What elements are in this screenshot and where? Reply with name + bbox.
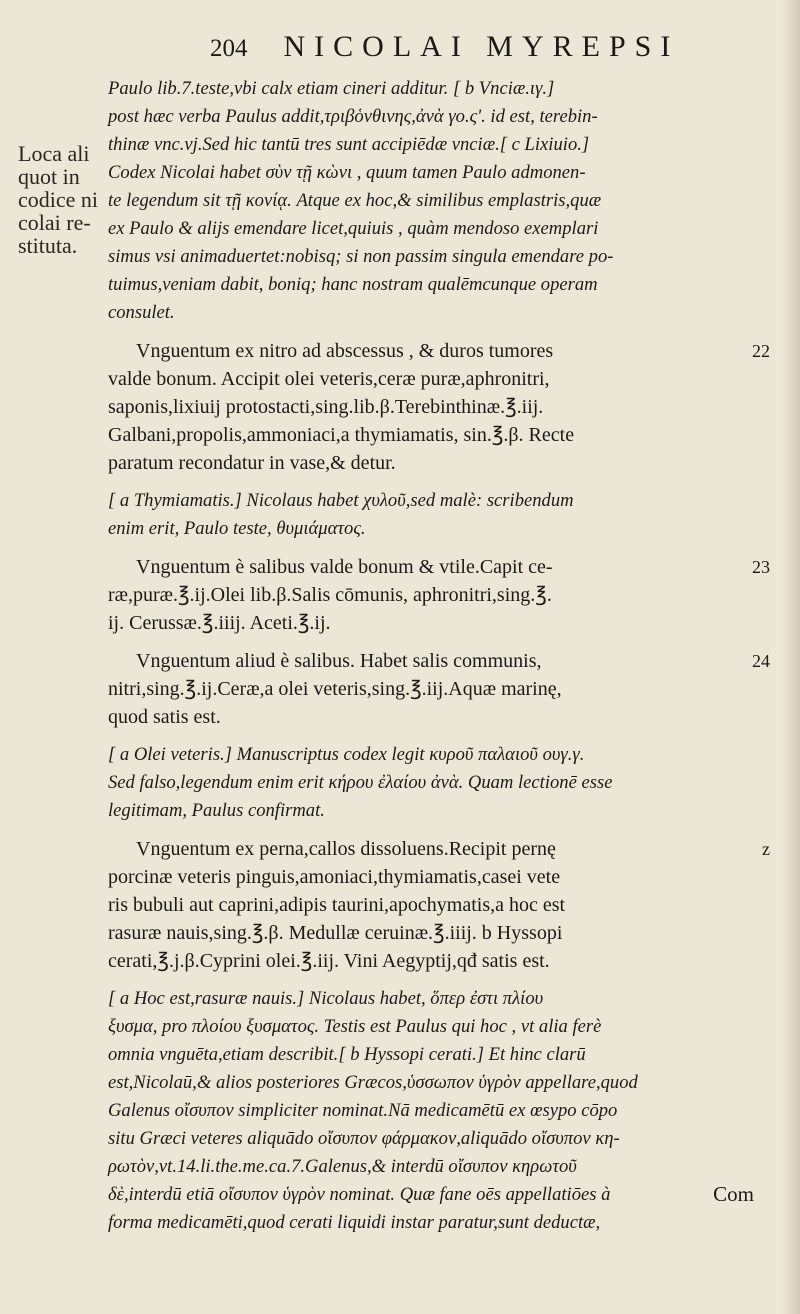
text-line-content: enim erit, Paulo teste, θυμιάματος. — [108, 518, 366, 539]
text-line-content: ρωτὸν,vt.14.li.the.me.ca.7.Galenus,& interdū οἴσυπον κηρωτοῦ — [108, 1156, 577, 1177]
margin-note-line: codice ni — [18, 187, 99, 212]
running-head: NICOLAI MYREPSI — [283, 30, 680, 63]
text-line — [108, 1041, 768, 1069]
text-line — [108, 741, 768, 769]
text-line-content: [ a Thymiamatis.] Nicolaus habet χυλοῦ,sed malè: scribendum — [108, 490, 574, 511]
text-line — [108, 1153, 768, 1181]
text-line-content: saponis,lixiuij protostacti,sing.lib.β.Terebinthinæ.℥.iij. — [108, 396, 544, 418]
text-line — [108, 1013, 768, 1041]
text-line — [108, 675, 768, 703]
recipe-paragraph — [108, 647, 768, 731]
text-line-content: legitimam, Paulus confirmat. — [108, 800, 325, 821]
text-line — [108, 271, 768, 299]
margin-note-line: quot in — [18, 164, 80, 189]
text-line-content: [ a Hoc est,rasuræ nauis.] Nicolaus habet, ὅπερ ἐστι πλίου — [108, 988, 544, 1009]
commentary-note — [108, 985, 768, 1237]
text-line — [108, 1181, 768, 1209]
commentary-note — [108, 741, 768, 825]
text-line-content: est,Nicolaū,& alios posteriores Græcos,ὑσσωπον ὑγρὸν appellare,quod — [108, 1072, 638, 1093]
text-line — [108, 421, 768, 449]
recipe-paragraph — [108, 337, 768, 477]
recipe-paragraph — [108, 553, 768, 637]
text-line — [108, 393, 768, 421]
text-line-content: δὲ,interdū etiā οἴσυπον ὑγρὸν nominat. Quæ fane oēs appellatiōes à — [108, 1184, 611, 1205]
text-line-content: ræ,puræ.℥.ij.Olei lib.β.Salis cōmunis, aphronitri,sing.℥. — [108, 584, 552, 606]
text-line — [108, 1097, 768, 1125]
text-line-content: ris bubuli aut caprini,adipis taurini,apochymatis,a hoc est — [108, 894, 566, 916]
text-line-content: ξυσμα, pro πλοίου ξυσματος. Testis est Paulus qui hoc , vt alia ferè — [108, 1016, 602, 1037]
text-line-content: quod satis est. — [108, 706, 221, 728]
text-line-content: Vnguentum è salibus valde bonum & vtile.Capit ce- — [136, 556, 553, 578]
commentary-note — [108, 487, 768, 543]
recipe-number: z — [762, 839, 770, 859]
text-line-content: Vnguentum ex nitro ad abscessus , & duros tumores — [136, 340, 554, 362]
page-header — [210, 30, 770, 70]
text-line — [108, 1069, 768, 1097]
text-line-content: nitri,sing.℥.ij.Ceræ,a olei veteris,sing.℥.iij.Aquæ marinę, — [108, 678, 562, 700]
page-crease-shadow — [782, 0, 800, 1314]
text-line — [108, 243, 768, 271]
text-line-content: valde bonum. Accipit olei veteris,ceræ puræ,aphronitri, — [108, 368, 550, 390]
text-line — [108, 515, 768, 543]
text-line — [108, 159, 768, 187]
text-line-content: simus vsi animaduertet:nobisq; si non passim singula emendare po- — [108, 246, 614, 267]
text-line-content: situ Græci veteres aliquādo οἴσυπον φάρμακον,aliquādo οἴσυπον κη- — [108, 1128, 620, 1149]
text-line-content: ex Paulo & alijs emendare licet,quiuis , quàm mendoso exemplari — [108, 218, 599, 239]
text-line — [108, 1209, 768, 1237]
text-line — [108, 75, 768, 103]
text-line — [108, 581, 768, 609]
text-line-content: Galenus οἴσυπον simpliciter nominat.Nā medicamētū ex œsypo cōpo — [108, 1100, 618, 1121]
text-line-content: paratum recondatur in vase,& detur. — [108, 452, 396, 474]
body-text — [108, 75, 768, 1237]
text-line — [108, 187, 768, 215]
text-line — [108, 609, 768, 637]
text-line-content: ij. Cerussæ.℥.iiij. Aceti.℥.ij. — [108, 612, 331, 634]
text-line — [108, 1125, 768, 1153]
catchword: Com — [713, 1182, 754, 1206]
text-line — [108, 103, 768, 131]
text-line-content: cerati,℥.j.β.Cyprini olei.℥.iij. Vini Aegyptij,qđ satis est. — [108, 950, 550, 972]
recipe-number: 23 — [752, 557, 770, 577]
text-line — [108, 985, 768, 1013]
text-line — [108, 131, 768, 159]
text-line-content: Vnguentum aliud è salibus. Habet salis communis, — [136, 650, 542, 672]
commentary-note — [108, 75, 768, 327]
text-line-content: te legendum sit τῇ κονίᾳ. Atque ex hoc,& similibus emplastris,quæ — [108, 190, 602, 211]
text-line-content: consulet. — [108, 302, 175, 323]
text-line — [108, 891, 768, 919]
text-line — [108, 863, 768, 891]
text-line — [108, 769, 768, 797]
text-line — [108, 647, 768, 675]
text-line-content: tuimus,veniam dabit, boniq; hanc nostram qualēmcunque operam — [108, 274, 598, 295]
text-line — [108, 797, 768, 825]
text-line-content: Codex Nicolai habet σὺν τῇ κὼνι , quum tamen Paulo admonen- — [108, 162, 586, 183]
text-line — [108, 365, 768, 393]
text-line — [108, 835, 768, 863]
text-line-content: Paulo lib.7.teste,vbi calx etiam cineri additur. [ b Vnciæ.ιγ.] — [108, 78, 555, 99]
text-line-content: [ a Olei veteris.] Manuscriptus codex legit κυροῦ παλαιοῦ ουγ.γ. — [108, 744, 585, 765]
page-number: 204 — [210, 35, 248, 62]
text-line — [108, 487, 768, 515]
text-line-content: thinæ vnc.vj.Sed hic tantū tres sunt accipiēdæ vnciæ.[ c Lixiuio.] — [108, 134, 590, 155]
text-line-content: Vnguentum ex perna,callos dissoluens.Recipit pernę — [136, 838, 556, 860]
text-line — [108, 449, 768, 477]
margin-note — [18, 142, 98, 257]
text-line — [108, 919, 768, 947]
margin-note-line: stituta. — [18, 233, 78, 258]
text-line — [108, 215, 768, 243]
text-line-content: porcinæ veteris pinguis,amoniaci,thymiamatis,casei vete — [108, 866, 561, 888]
text-line-content: post hæc verba Paulus addit,τριβὁνθινης,ἀνὰ γο.ς'. id est, terebin- — [108, 106, 598, 127]
recipe-paragraph — [108, 835, 768, 975]
margin-note-line: Loca ali — [18, 141, 90, 166]
text-line-content: forma medicamēti,quod cerati liquidi instar paratur,sunt deductæ, — [108, 1212, 601, 1233]
text-line — [108, 947, 768, 975]
text-line — [108, 703, 768, 731]
text-line-content: Galbani,propolis,ammoniaci,a thymiamatis, sin.℥.β. Recte — [108, 424, 575, 446]
text-line-content: Sed falso,legendum enim erit κήρου ἐλαίου ἀνὰ. Quam lectionē esse — [108, 772, 613, 793]
text-line — [108, 553, 768, 581]
text-line-content: rasuræ nauis,sing.℥.β. Medullæ ceruinæ.℥.iiij. b Hyssopi — [108, 922, 563, 944]
recipe-number: 22 — [752, 341, 770, 361]
margin-note-line: colai re- — [18, 210, 91, 235]
text-line — [108, 299, 768, 327]
recipe-number: 24 — [752, 651, 770, 671]
text-line-content: omnia vnguēta,etiam describit.[ b Hyssopi cerati.] Et hinc clarū — [108, 1044, 586, 1065]
text-line — [108, 337, 768, 365]
